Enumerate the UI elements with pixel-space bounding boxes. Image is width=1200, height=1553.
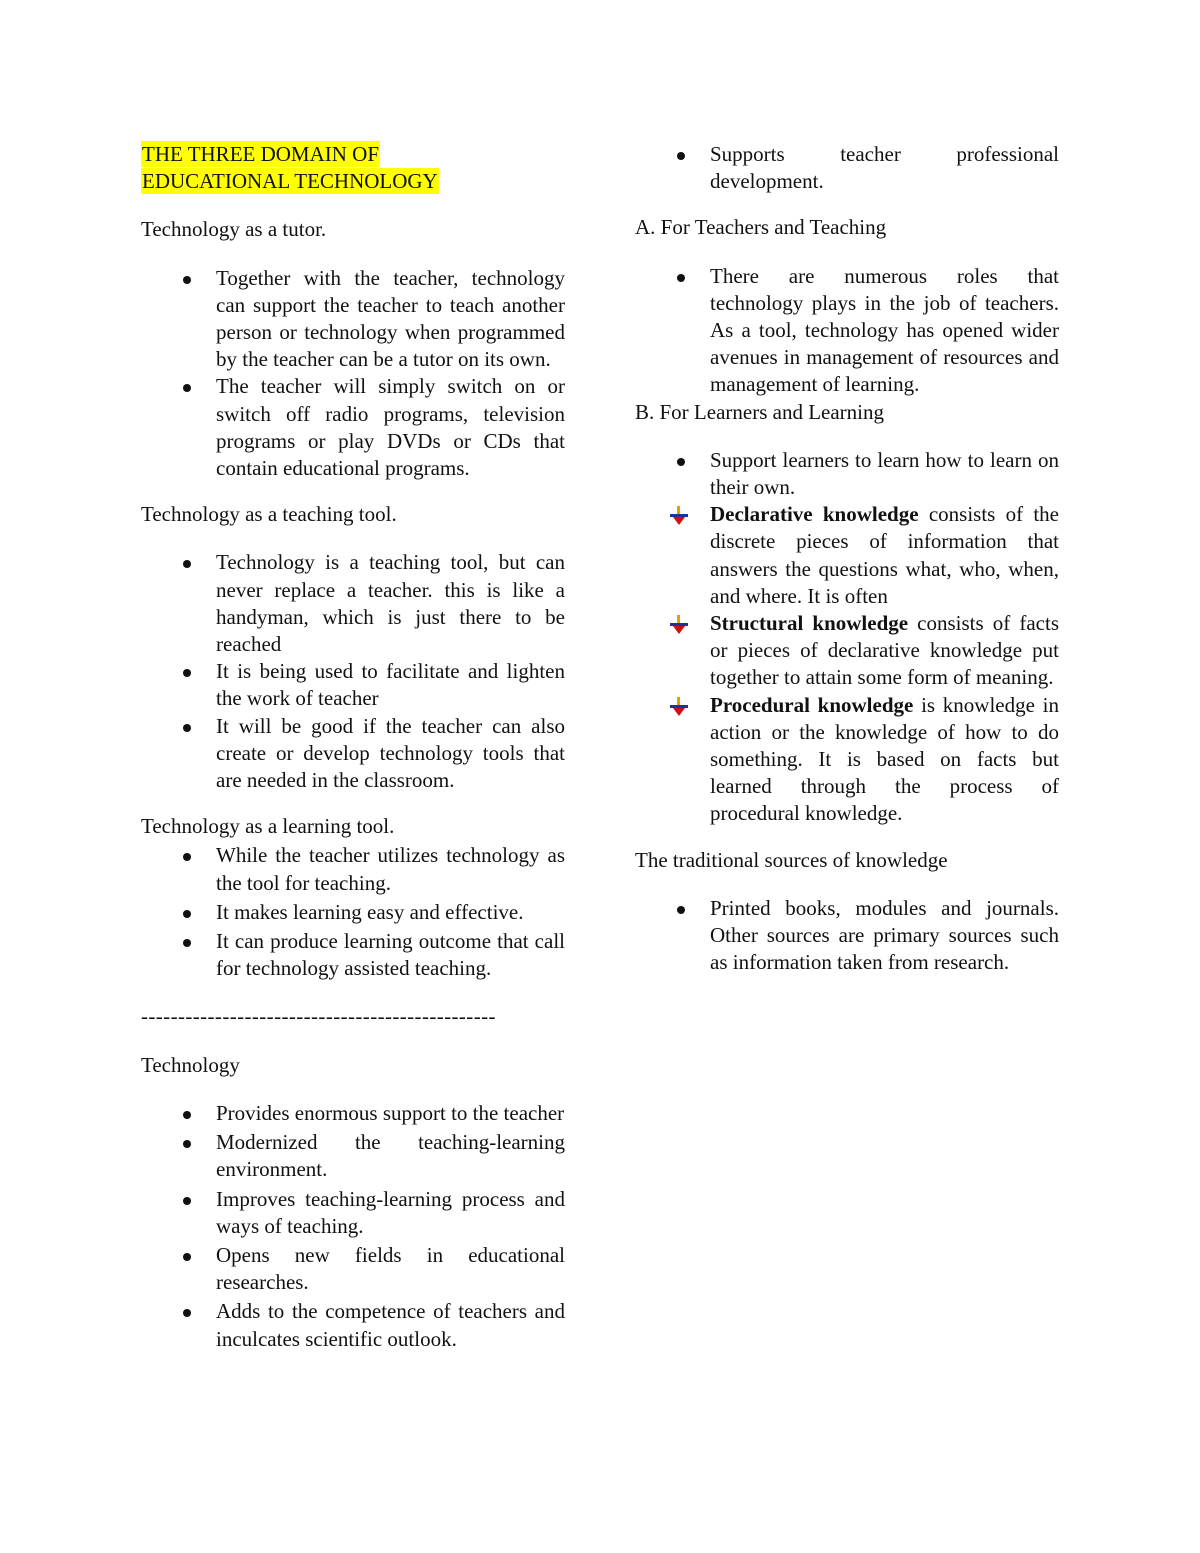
heading-tutor: Technology as a tutor. [141, 217, 327, 242]
bullet-icon [183, 1309, 191, 1317]
bullet-icon [677, 458, 685, 466]
heading-learning-tool: Technology as a learning tool. [141, 814, 395, 839]
list-item: It will be good if the teacher can also create or develop technology tools that are needed in the classroom. [141, 713, 565, 795]
bullet-icon [183, 276, 191, 284]
arrow-down-icon [668, 613, 690, 635]
list-item: Improves teaching-learning process and ways of teaching. [141, 1186, 565, 1240]
term-declarative: Declarative knowledge [710, 502, 919, 527]
heading-technology: Technology [141, 1052, 240, 1077]
bullet-icon [183, 1140, 191, 1148]
knowledge-item-procedural: Procedural knowledge is knowledge in action or the knowledge of how to do something. It is based on facts but learned through the process of procedural knowledge. [635, 692, 1059, 828]
list-item: Support learners to learn how to learn on their own. [635, 447, 1059, 501]
teaching-tool-list [141, 549, 565, 794]
bullet-icon [183, 724, 191, 732]
bullet-icon [183, 910, 191, 918]
left-column [141, 141, 565, 1353]
learning-tool-list [141, 842, 565, 982]
bullet-icon [183, 669, 191, 677]
bullet-icon [677, 274, 685, 282]
bullet-icon [183, 939, 191, 947]
list-item: It is being used to facilitate and lighten the work of teacher [141, 658, 565, 712]
sources-list [635, 895, 1059, 977]
arrow-down-icon [668, 695, 690, 717]
list-item: Printed books, modules and journals. Other sources are primary sources such as information taken from research. [635, 895, 1059, 977]
document-title [141, 141, 565, 195]
heading-sources: The traditional sources of knowledge [635, 847, 948, 872]
bullet-icon [183, 560, 191, 568]
term-procedural: Procedural knowledge [710, 692, 914, 717]
section-a-list [635, 263, 1059, 399]
list-item: Supports teacher professional development. [635, 141, 1059, 195]
bullet-icon [183, 853, 191, 861]
list-item: Modernized the teaching-learning environment. [141, 1129, 565, 1183]
heading-section-a: A. For Teachers and Teaching [635, 215, 887, 240]
right-column [635, 141, 1059, 976]
technology-list [141, 1100, 565, 1353]
list-item: Together with the teacher, technology can support the teacher to teach another person or technology when programmed by the teacher can be a tutor on its own. [141, 265, 565, 374]
arrow-down-icon [668, 504, 690, 526]
list-item: It can produce learning outcome that call for technology assisted teaching. [141, 928, 565, 982]
list-item: Opens new fields in educational researches. [141, 1242, 565, 1296]
list-item: Technology is a teaching tool, but can never replace a teacher. this is like a handyman, which is just there to be reached [141, 549, 565, 658]
heading-teaching-tool: Technology as a teaching tool. [141, 502, 397, 527]
list-item: While the teacher utilizes technology as the tool for teaching. [141, 842, 565, 896]
list-item: The teacher will simply switch on or switch off radio programs, television programs or play DVDs or CDs that contain educational programs. [141, 373, 565, 482]
heading-section-b: B. For Learners and Learning [635, 399, 884, 424]
list-item: It makes learning easy and effective. [141, 899, 565, 926]
tutor-list [141, 265, 565, 483]
term-structural: Structural knowledge [710, 611, 909, 636]
knowledge-item-declarative: Declarative knowledge consists of the discrete pieces of information that answers the questions what, who, when, and where. It is often [635, 501, 1059, 610]
bullet-icon [677, 906, 685, 914]
title-line-2: EDUCATIONAL TECHNOLOGY [142, 169, 438, 194]
bullet-icon [183, 1197, 191, 1205]
knowledge-item-structural: Structural knowledge consists of facts or pieces of declarative knowledge put together to attain some form of meaning. [635, 610, 1059, 692]
bullet-icon [183, 1111, 191, 1119]
list-item: There are numerous roles that technology plays in the job of teachers. As a tool, technology has opened wider avenues in management of resources and management of learning. [635, 263, 1059, 399]
professional-list [635, 141, 1059, 195]
title-line-1: THE THREE DOMAIN OF [142, 142, 380, 166]
list-item: Provides enormous support to the teacher [141, 1100, 565, 1127]
bullet-icon [183, 1253, 191, 1261]
bullet-icon [677, 152, 685, 160]
bullet-icon [183, 384, 191, 392]
separator-line: ------------------------------------------------ [141, 1004, 496, 1029]
section-b-list [635, 447, 1059, 828]
list-item: Adds to the competence of teachers and inculcates scientific outlook. [141, 1298, 565, 1352]
